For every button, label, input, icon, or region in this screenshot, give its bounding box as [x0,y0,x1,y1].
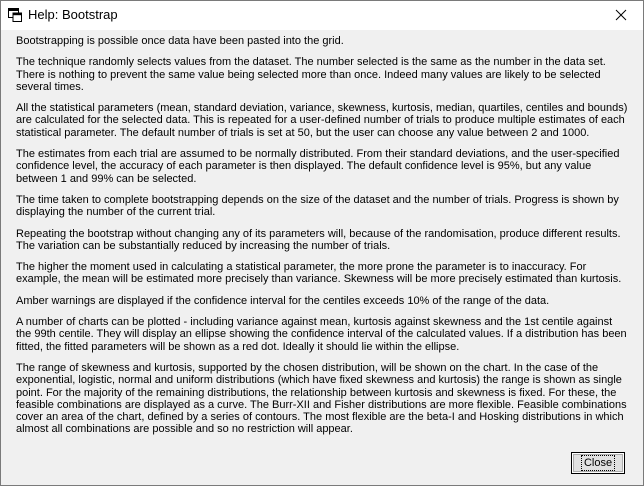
help-paragraph: The technique randomly selects values from the dataset. The number selected is the same as the number in the data set. There is nothing to prevent the same value being selected more than once. Indeed many values are likely to be selected several times. [16,56,606,93]
close-icon[interactable] [599,1,643,30]
help-paragraph: The time taken to complete bootstrapping depends on the size of the dataset and the number of trials. Progress is shown by displaying the number of the current trial. [16,193,619,219]
title-bar[interactable] [1,1,643,30]
close-button-label: Close [581,455,615,471]
help-paragraph: The estimates from each trial are assumed to be normally distributed. From their standard deviations, and the user-specified confidence level, the accuracy of each parameter is then displayed. The default confidence level is 95%, but any value between 1 and 99% can be selected. [16,148,620,185]
help-paragraph: Repeating the bootstrap without changing any of its parameters will, because of the randomisation, produce different results. The variation can be substantially reduced by increasing the number of trials. [16,227,621,252]
help-paragraph: The higher the moment used in calculating a statistical parameter, the more prone the parameter is to inaccuracy. For example, the mean will be estimated more precisely than variance. Skewness will be more precisely estimated than kurtosis. [16,261,622,286]
close-button[interactable] [571,452,625,474]
help-paragraph: All the statistical parameters (mean, standard deviation, variance, skewness, kurtosis, median, quartiles, centiles and bounds) are calculated for the selected data. This is repeated for a user-defined number of trials to produce multiple estimates of each statistical parameter. The default number of trials is set at 50, but the user can choose any value between 2 and 1000. [16,102,628,139]
window-title: Help: Bootstrap [28,7,118,22]
help-paragraph: The range of skewness and kurtosis, supported by the chosen distribution, will be shown on the chart. In the case of the exponential, logistic, normal and uniform distributions (which have fixed skewness and kurtosis) the range is shown as single point. For the majority of the remaining distributions, the relationship between kurtosis and skewness is fixed. For these, the feasible combinations are displayed as a curve. The Burr-XII and Fisher distributions are more flexible. Feasible combinations cover an area of the chart, defined by a series of contours. The most flexible are the beta-I and Hosking distributions in which almost all combinations are possible and so no restriction will appear. [16,361,627,436]
help-paragraph: Amber warnings are displayed if the confidence interval for the centiles exceeds 10% of the range of the data. [16,294,550,307]
window-icon [8,8,22,22]
help-paragraph: A number of charts can be plotted - including variance against mean, kurtosis against skewness and the 1st centile against the 99th centile. They will display an ellipse showing the confidence interval of the calculated values. If a distribution has been fitted, the fitted parameters will be shown as a red dot. Ideally it should lie within the ellipse. [16,316,627,353]
help-paragraph: Bootstrapping is possible once data have been pasted into the grid. [16,35,344,47]
help-content [16,35,630,445]
